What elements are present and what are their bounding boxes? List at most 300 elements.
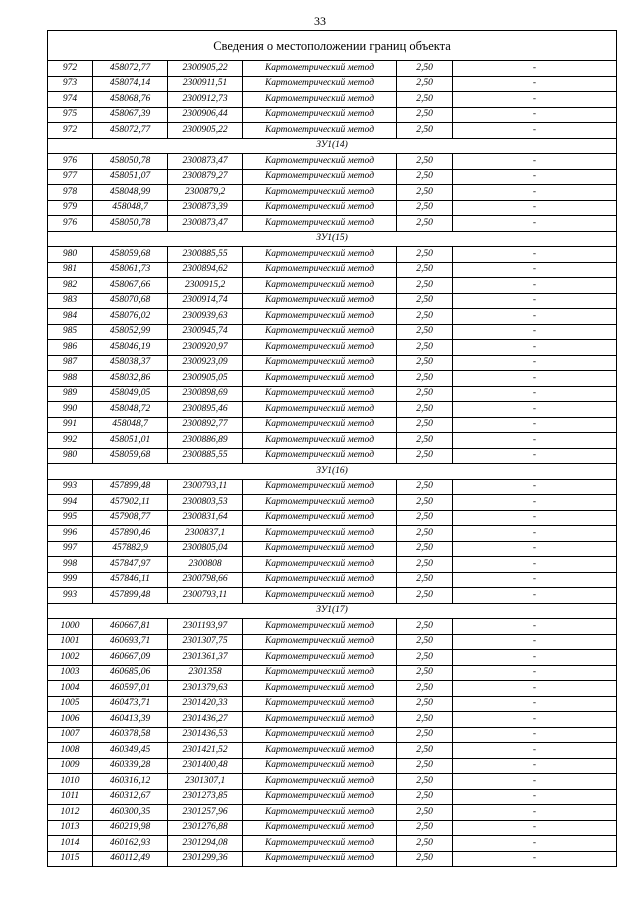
x-coordinate-cell: 457890,46 bbox=[93, 526, 168, 542]
description-cell: - bbox=[453, 572, 617, 588]
accuracy-cell: 2,50 bbox=[397, 619, 453, 635]
y-coordinate-cell: 2301436,53 bbox=[168, 727, 243, 743]
table-row bbox=[48, 293, 617, 309]
y-coordinate-cell: 2300831,64 bbox=[168, 510, 243, 526]
point-number-cell: 981 bbox=[48, 262, 93, 278]
x-coordinate-cell: 458072,77 bbox=[93, 123, 168, 139]
y-coordinate-cell: 2300905,22 bbox=[168, 61, 243, 77]
y-coordinate-cell: 2300873,47 bbox=[168, 154, 243, 170]
x-coordinate-cell: 458051,07 bbox=[93, 169, 168, 185]
x-coordinate-cell: 457846,11 bbox=[93, 572, 168, 588]
page-number: 33 bbox=[314, 14, 326, 28]
table-row bbox=[48, 789, 617, 805]
accuracy-cell: 2,50 bbox=[397, 324, 453, 340]
point-number-cell: 975 bbox=[48, 107, 93, 123]
accuracy-cell: 2,50 bbox=[397, 634, 453, 650]
x-coordinate-cell: 458067,66 bbox=[93, 278, 168, 294]
accuracy-cell: 2,50 bbox=[397, 185, 453, 201]
y-coordinate-cell: 2300923,09 bbox=[168, 355, 243, 371]
method-cell: Картометрический метод bbox=[243, 727, 397, 743]
table-row bbox=[48, 774, 617, 790]
method-cell: Картометрический метод bbox=[243, 448, 397, 464]
point-number-cell: 1014 bbox=[48, 836, 93, 852]
x-coordinate-cell: 458076,02 bbox=[93, 309, 168, 325]
description-cell: - bbox=[453, 293, 617, 309]
x-coordinate-cell: 458072,77 bbox=[93, 61, 168, 77]
x-coordinate-cell: 460378,58 bbox=[93, 727, 168, 743]
accuracy-cell: 2,50 bbox=[397, 557, 453, 573]
x-coordinate-cell: 458048,7 bbox=[93, 200, 168, 216]
section-label: ЗУ1(14) bbox=[48, 138, 617, 154]
accuracy-cell: 2,50 bbox=[397, 278, 453, 294]
table-row bbox=[48, 510, 617, 526]
table-row bbox=[48, 185, 617, 201]
accuracy-cell: 2,50 bbox=[397, 371, 453, 387]
point-number-cell: 976 bbox=[48, 154, 93, 170]
y-coordinate-cell: 2301294,08 bbox=[168, 836, 243, 852]
table-row bbox=[48, 92, 617, 108]
section-label: ЗУ1(15) bbox=[48, 231, 617, 247]
description-cell: - bbox=[453, 836, 617, 852]
description-cell: - bbox=[453, 495, 617, 511]
description-cell: - bbox=[453, 665, 617, 681]
y-coordinate-cell: 2300808 bbox=[168, 557, 243, 573]
description-cell: - bbox=[453, 262, 617, 278]
method-cell: Картометрический метод bbox=[243, 619, 397, 635]
section-label: ЗУ1(17) bbox=[48, 603, 617, 619]
point-number-cell: 1012 bbox=[48, 805, 93, 821]
point-number-cell: 1008 bbox=[48, 743, 93, 759]
point-number-cell: 984 bbox=[48, 309, 93, 325]
y-coordinate-cell: 2300805,04 bbox=[168, 541, 243, 557]
accuracy-cell: 2,50 bbox=[397, 495, 453, 511]
section-header-row bbox=[48, 464, 617, 480]
method-cell: Картометрический метод bbox=[243, 836, 397, 852]
y-coordinate-cell: 2301276,88 bbox=[168, 820, 243, 836]
y-coordinate-cell: 2301299,36 bbox=[168, 851, 243, 867]
table-row bbox=[48, 557, 617, 573]
x-coordinate-cell: 457882,9 bbox=[93, 541, 168, 557]
x-coordinate-cell: 460162,93 bbox=[93, 836, 168, 852]
x-coordinate-cell: 460413,39 bbox=[93, 712, 168, 728]
accuracy-cell: 2,50 bbox=[397, 712, 453, 728]
x-coordinate-cell: 458048,7 bbox=[93, 417, 168, 433]
y-coordinate-cell: 2300911,51 bbox=[168, 76, 243, 92]
accuracy-cell: 2,50 bbox=[397, 216, 453, 232]
y-coordinate-cell: 2301193,97 bbox=[168, 619, 243, 635]
x-coordinate-cell: 458059,68 bbox=[93, 448, 168, 464]
accuracy-cell: 2,50 bbox=[397, 805, 453, 821]
accuracy-cell: 2,50 bbox=[397, 836, 453, 852]
x-coordinate-cell: 457899,48 bbox=[93, 479, 168, 495]
accuracy-cell: 2,50 bbox=[397, 154, 453, 170]
point-number-cell: 992 bbox=[48, 433, 93, 449]
table-title-row bbox=[48, 31, 617, 61]
accuracy-cell: 2,50 bbox=[397, 293, 453, 309]
table-row bbox=[48, 712, 617, 728]
accuracy-cell: 2,50 bbox=[397, 247, 453, 263]
method-cell: Картометрический метод bbox=[243, 758, 397, 774]
y-coordinate-cell: 2300798,66 bbox=[168, 572, 243, 588]
table-row bbox=[48, 386, 617, 402]
method-cell: Картометрический метод bbox=[243, 541, 397, 557]
description-cell: - bbox=[453, 247, 617, 263]
y-coordinate-cell: 2301307,75 bbox=[168, 634, 243, 650]
x-coordinate-cell: 460685,06 bbox=[93, 665, 168, 681]
accuracy-cell: 2,50 bbox=[397, 851, 453, 867]
table-row bbox=[48, 743, 617, 759]
accuracy-cell: 2,50 bbox=[397, 386, 453, 402]
method-cell: Картометрический метод bbox=[243, 495, 397, 511]
x-coordinate-cell: 458032,86 bbox=[93, 371, 168, 387]
table-row bbox=[48, 216, 617, 232]
description-cell: - bbox=[453, 526, 617, 542]
x-coordinate-cell: 460300,35 bbox=[93, 805, 168, 821]
y-coordinate-cell: 2301273,85 bbox=[168, 789, 243, 805]
description-cell: - bbox=[453, 820, 617, 836]
accuracy-cell: 2,50 bbox=[397, 510, 453, 526]
description-cell: - bbox=[453, 758, 617, 774]
y-coordinate-cell: 2301257,96 bbox=[168, 805, 243, 821]
accuracy-cell: 2,50 bbox=[397, 107, 453, 123]
description-cell: - bbox=[453, 355, 617, 371]
description-cell: - bbox=[453, 619, 617, 635]
table-row bbox=[48, 76, 617, 92]
method-cell: Картометрический метод bbox=[243, 743, 397, 759]
table-title: Сведения о местоположении границ объекта bbox=[48, 31, 617, 61]
point-number-cell: 1003 bbox=[48, 665, 93, 681]
table-row bbox=[48, 805, 617, 821]
accuracy-cell: 2,50 bbox=[397, 650, 453, 666]
table-row bbox=[48, 634, 617, 650]
y-coordinate-cell: 2300873,39 bbox=[168, 200, 243, 216]
x-coordinate-cell: 458051,01 bbox=[93, 433, 168, 449]
description-cell: - bbox=[453, 696, 617, 712]
table-row bbox=[48, 696, 617, 712]
x-coordinate-cell: 460112,49 bbox=[93, 851, 168, 867]
table-row bbox=[48, 417, 617, 433]
x-coordinate-cell: 458068,76 bbox=[93, 92, 168, 108]
x-coordinate-cell: 458049,05 bbox=[93, 386, 168, 402]
method-cell: Картометрический метод bbox=[243, 510, 397, 526]
y-coordinate-cell: 2300915,2 bbox=[168, 278, 243, 294]
x-coordinate-cell: 460473,71 bbox=[93, 696, 168, 712]
method-cell: Картометрический метод bbox=[243, 417, 397, 433]
method-cell: Картометрический метод bbox=[243, 169, 397, 185]
method-cell: Картометрический метод bbox=[243, 851, 397, 867]
table-row bbox=[48, 355, 617, 371]
point-number-cell: 980 bbox=[48, 247, 93, 263]
description-cell: - bbox=[453, 650, 617, 666]
method-cell: Картометрический метод bbox=[243, 185, 397, 201]
x-coordinate-cell: 458074,14 bbox=[93, 76, 168, 92]
method-cell: Картометрический метод bbox=[243, 340, 397, 356]
table-row bbox=[48, 61, 617, 77]
description-cell: - bbox=[453, 309, 617, 325]
method-cell: Картометрический метод bbox=[243, 712, 397, 728]
point-number-cell: 993 bbox=[48, 588, 93, 604]
method-cell: Картометрический метод bbox=[243, 247, 397, 263]
description-cell: - bbox=[453, 851, 617, 867]
description-cell: - bbox=[453, 433, 617, 449]
y-coordinate-cell: 2300895,46 bbox=[168, 402, 243, 418]
table-row bbox=[48, 758, 617, 774]
description-cell: - bbox=[453, 76, 617, 92]
accuracy-cell: 2,50 bbox=[397, 758, 453, 774]
method-cell: Картометрический метод bbox=[243, 355, 397, 371]
method-cell: Картометрический метод bbox=[243, 526, 397, 542]
table-row bbox=[48, 200, 617, 216]
table-row bbox=[48, 619, 617, 635]
y-coordinate-cell: 2300803,53 bbox=[168, 495, 243, 511]
description-cell: - bbox=[453, 727, 617, 743]
x-coordinate-cell: 460597,01 bbox=[93, 681, 168, 697]
table-row bbox=[48, 650, 617, 666]
description-cell: - bbox=[453, 386, 617, 402]
y-coordinate-cell: 2300879,27 bbox=[168, 169, 243, 185]
method-cell: Картометрический метод bbox=[243, 789, 397, 805]
y-coordinate-cell: 2300920,97 bbox=[168, 340, 243, 356]
x-coordinate-cell: 458048,72 bbox=[93, 402, 168, 418]
y-coordinate-cell: 2300906,44 bbox=[168, 107, 243, 123]
accuracy-cell: 2,50 bbox=[397, 774, 453, 790]
point-number-cell: 987 bbox=[48, 355, 93, 371]
point-number-cell: 972 bbox=[48, 61, 93, 77]
description-cell: - bbox=[453, 154, 617, 170]
method-cell: Картометрический метод bbox=[243, 262, 397, 278]
description-cell: - bbox=[453, 278, 617, 294]
description-cell: - bbox=[453, 541, 617, 557]
description-cell: - bbox=[453, 417, 617, 433]
point-number-cell: 983 bbox=[48, 293, 93, 309]
y-coordinate-cell: 2300939,63 bbox=[168, 309, 243, 325]
y-coordinate-cell: 2300898,69 bbox=[168, 386, 243, 402]
description-cell: - bbox=[453, 712, 617, 728]
x-coordinate-cell: 458038,37 bbox=[93, 355, 168, 371]
x-coordinate-cell: 458067,39 bbox=[93, 107, 168, 123]
method-cell: Картометрический метод bbox=[243, 324, 397, 340]
table-row bbox=[48, 154, 617, 170]
point-number-cell: 998 bbox=[48, 557, 93, 573]
table-row bbox=[48, 588, 617, 604]
method-cell: Картометрический метод bbox=[243, 61, 397, 77]
method-cell: Картометрический метод bbox=[243, 76, 397, 92]
y-coordinate-cell: 2300892,77 bbox=[168, 417, 243, 433]
method-cell: Картометрический метод bbox=[243, 681, 397, 697]
y-coordinate-cell: 2300905,05 bbox=[168, 371, 243, 387]
table-row bbox=[48, 324, 617, 340]
point-number-cell: 1006 bbox=[48, 712, 93, 728]
method-cell: Картометрический метод bbox=[243, 293, 397, 309]
y-coordinate-cell: 2301436,27 bbox=[168, 712, 243, 728]
accuracy-cell: 2,50 bbox=[397, 402, 453, 418]
x-coordinate-cell: 458050,78 bbox=[93, 216, 168, 232]
table-row bbox=[48, 371, 617, 387]
x-coordinate-cell: 460339,28 bbox=[93, 758, 168, 774]
y-coordinate-cell: 2300879,2 bbox=[168, 185, 243, 201]
table-row bbox=[48, 665, 617, 681]
point-number-cell: 991 bbox=[48, 417, 93, 433]
accuracy-cell: 2,50 bbox=[397, 789, 453, 805]
point-number-cell: 980 bbox=[48, 448, 93, 464]
description-cell: - bbox=[453, 185, 617, 201]
method-cell: Картометрический метод bbox=[243, 154, 397, 170]
point-number-cell: 999 bbox=[48, 572, 93, 588]
point-number-cell: 986 bbox=[48, 340, 93, 356]
y-coordinate-cell: 2301379,63 bbox=[168, 681, 243, 697]
x-coordinate-cell: 458048,99 bbox=[93, 185, 168, 201]
point-number-cell: 993 bbox=[48, 479, 93, 495]
method-cell: Картометрический метод bbox=[243, 650, 397, 666]
method-cell: Картометрический метод bbox=[243, 557, 397, 573]
table-body bbox=[48, 31, 617, 867]
y-coordinate-cell: 2300793,11 bbox=[168, 588, 243, 604]
description-cell: - bbox=[453, 107, 617, 123]
method-cell: Картометрический метод bbox=[243, 588, 397, 604]
description-cell: - bbox=[453, 402, 617, 418]
table-row bbox=[48, 402, 617, 418]
accuracy-cell: 2,50 bbox=[397, 433, 453, 449]
table-row bbox=[48, 123, 617, 139]
method-cell: Картометрический метод bbox=[243, 479, 397, 495]
method-cell: Картометрический метод bbox=[243, 433, 397, 449]
accuracy-cell: 2,50 bbox=[397, 417, 453, 433]
method-cell: Картометрический метод bbox=[243, 820, 397, 836]
x-coordinate-cell: 460693,71 bbox=[93, 634, 168, 650]
point-number-cell: 1015 bbox=[48, 851, 93, 867]
table-row bbox=[48, 820, 617, 836]
point-number-cell: 1004 bbox=[48, 681, 93, 697]
description-cell: - bbox=[453, 169, 617, 185]
description-cell: - bbox=[453, 340, 617, 356]
description-cell: - bbox=[453, 200, 617, 216]
description-cell: - bbox=[453, 92, 617, 108]
accuracy-cell: 2,50 bbox=[397, 61, 453, 77]
point-number-cell: 979 bbox=[48, 200, 93, 216]
point-number-cell: 978 bbox=[48, 185, 93, 201]
description-cell: - bbox=[453, 588, 617, 604]
method-cell: Картометрический метод bbox=[243, 696, 397, 712]
table-row bbox=[48, 681, 617, 697]
section-header-row bbox=[48, 231, 617, 247]
table-row bbox=[48, 541, 617, 557]
table-row bbox=[48, 479, 617, 495]
accuracy-cell: 2,50 bbox=[397, 665, 453, 681]
method-cell: Картометрический метод bbox=[243, 805, 397, 821]
y-coordinate-cell: 2300912,73 bbox=[168, 92, 243, 108]
x-coordinate-cell: 460667,81 bbox=[93, 619, 168, 635]
table-row bbox=[48, 262, 617, 278]
method-cell: Картометрический метод bbox=[243, 123, 397, 139]
boundary-coordinates-table bbox=[47, 30, 617, 867]
description-cell: - bbox=[453, 789, 617, 805]
x-coordinate-cell: 458061,73 bbox=[93, 262, 168, 278]
method-cell: Картометрический метод bbox=[243, 216, 397, 232]
description-cell: - bbox=[453, 479, 617, 495]
method-cell: Картометрический метод bbox=[243, 402, 397, 418]
point-number-cell: 977 bbox=[48, 169, 93, 185]
method-cell: Картометрический метод bbox=[243, 386, 397, 402]
table-row bbox=[48, 851, 617, 867]
point-number-cell: 982 bbox=[48, 278, 93, 294]
point-number-cell: 1005 bbox=[48, 696, 93, 712]
point-number-cell: 989 bbox=[48, 386, 93, 402]
y-coordinate-cell: 2300945,74 bbox=[168, 324, 243, 340]
x-coordinate-cell: 458052,99 bbox=[93, 324, 168, 340]
point-number-cell: 997 bbox=[48, 541, 93, 557]
method-cell: Картометрический метод bbox=[243, 278, 397, 294]
x-coordinate-cell: 458070,68 bbox=[93, 293, 168, 309]
point-number-cell: 985 bbox=[48, 324, 93, 340]
y-coordinate-cell: 2300905,22 bbox=[168, 123, 243, 139]
method-cell: Картометрический метод bbox=[243, 309, 397, 325]
y-coordinate-cell: 2300914,74 bbox=[168, 293, 243, 309]
accuracy-cell: 2,50 bbox=[397, 479, 453, 495]
accuracy-cell: 2,50 bbox=[397, 355, 453, 371]
accuracy-cell: 2,50 bbox=[397, 681, 453, 697]
section-header-row bbox=[48, 603, 617, 619]
point-number-cell: 976 bbox=[48, 216, 93, 232]
point-number-cell: 1010 bbox=[48, 774, 93, 790]
table-row bbox=[48, 433, 617, 449]
description-cell: - bbox=[453, 61, 617, 77]
table-row bbox=[48, 495, 617, 511]
accuracy-cell: 2,50 bbox=[397, 340, 453, 356]
accuracy-cell: 2,50 bbox=[397, 123, 453, 139]
accuracy-cell: 2,50 bbox=[397, 448, 453, 464]
x-coordinate-cell: 458050,78 bbox=[93, 154, 168, 170]
y-coordinate-cell: 2300837,1 bbox=[168, 526, 243, 542]
y-coordinate-cell: 2301400,48 bbox=[168, 758, 243, 774]
table-row bbox=[48, 169, 617, 185]
accuracy-cell: 2,50 bbox=[397, 92, 453, 108]
description-cell: - bbox=[453, 123, 617, 139]
y-coordinate-cell: 2301361,37 bbox=[168, 650, 243, 666]
accuracy-cell: 2,50 bbox=[397, 743, 453, 759]
method-cell: Картометрический метод bbox=[243, 200, 397, 216]
description-cell: - bbox=[453, 510, 617, 526]
description-cell: - bbox=[453, 681, 617, 697]
point-number-cell: 988 bbox=[48, 371, 93, 387]
method-cell: Картометрический метод bbox=[243, 634, 397, 650]
table-row bbox=[48, 278, 617, 294]
accuracy-cell: 2,50 bbox=[397, 696, 453, 712]
accuracy-cell: 2,50 bbox=[397, 200, 453, 216]
description-cell: - bbox=[453, 448, 617, 464]
point-number-cell: 1001 bbox=[48, 634, 93, 650]
table-row bbox=[48, 340, 617, 356]
point-number-cell: 996 bbox=[48, 526, 93, 542]
x-coordinate-cell: 457899,48 bbox=[93, 588, 168, 604]
point-number-cell: 1000 bbox=[48, 619, 93, 635]
table-row bbox=[48, 526, 617, 542]
x-coordinate-cell: 457902,11 bbox=[93, 495, 168, 511]
description-cell: - bbox=[453, 216, 617, 232]
accuracy-cell: 2,50 bbox=[397, 526, 453, 542]
point-number-cell: 1007 bbox=[48, 727, 93, 743]
method-cell: Картометрический метод bbox=[243, 572, 397, 588]
point-number-cell: 972 bbox=[48, 123, 93, 139]
table-row bbox=[48, 309, 617, 325]
description-cell: - bbox=[453, 634, 617, 650]
x-coordinate-cell: 457908,77 bbox=[93, 510, 168, 526]
point-number-cell: 990 bbox=[48, 402, 93, 418]
point-number-cell: 1009 bbox=[48, 758, 93, 774]
table-row bbox=[48, 247, 617, 263]
point-number-cell: 994 bbox=[48, 495, 93, 511]
accuracy-cell: 2,50 bbox=[397, 588, 453, 604]
y-coordinate-cell: 2300873,47 bbox=[168, 216, 243, 232]
